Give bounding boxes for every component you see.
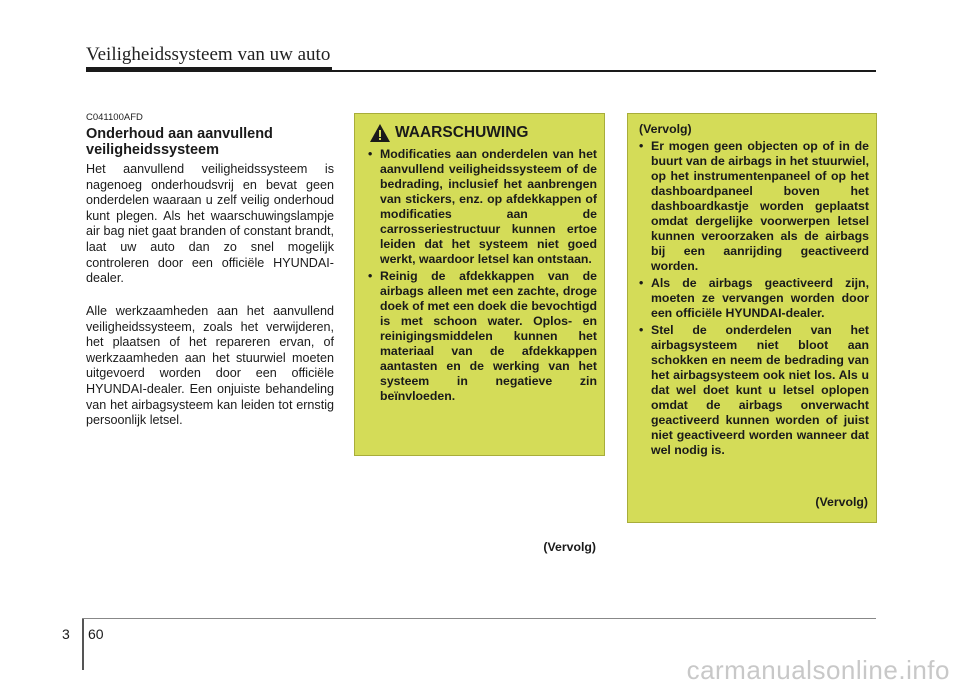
continuation-label: (Vervolg)	[639, 122, 692, 136]
header-rule-thick	[86, 67, 332, 72]
watermark: carmanualsonline.info	[686, 655, 950, 685]
header-rule-thin	[332, 70, 876, 72]
warning-continued: (Vervolg)	[543, 540, 596, 554]
page-chapter: 3	[62, 626, 70, 642]
page-number: 60	[88, 626, 104, 642]
footer-horizontal-rule	[82, 618, 876, 619]
continuation-box	[627, 113, 877, 523]
continuation-item: • Stel de onderdelen van het airbagsysteem niet bloot aan schokken en neem de bedrading van het airbagsysteem ook niet los. Als u dat wel doet kunt u letsel oplopen omdat de airbags onverwacht geactiveerd kunnen worden of juist niet geactiveerd worden wanneer dat wel nodig is.	[639, 323, 869, 458]
section-heading: Onderhoud aan aanvullend veiligheidssysteem	[86, 126, 273, 158]
continuation-list	[639, 139, 869, 460]
continuation-continued: (Vervolg)	[815, 495, 868, 509]
paragraph-1: Het aanvullend veiligheidssysteem is nagenoeg onderhoudsvrij en bevat geen onderdelen waaraan u zelf veilig onderhoud kunt plegen. Als het waarschuwingslampje air bag niet gaat branden of constant brandt, laat uw auto dan zo snel mogelijk controleren door een officiële HYUNDAI-dealer.	[86, 162, 334, 286]
warning-triangle-icon	[369, 123, 391, 143]
section-code: C041100AFD	[86, 112, 143, 123]
warning-title: WAARSCHUWING	[395, 124, 529, 141]
warning-item: • Reinig de afdekkappen van de airbags alleen met een zachte, droge doek of met een doek die bevochtigd is met schoon water. Oplos- en reinigingsmiddelen kunnen het materiaal van de afdekkappen aantasten en de werking van het systeem in negatieve zin beïnvloeden.	[368, 269, 597, 404]
warning-box	[354, 113, 605, 554]
continuation-item: • Er mogen geen objecten op of in de buurt van de airbags in het stuurwiel, op het instrumentenpaneel of op het dashboardpaneel boven het dashboardkastje worden geplaatst omdat dergelijke voorwerpen letsel kunnen veroorzaken als de airbags bij een aanrijding geactiveerd worden.	[639, 139, 869, 274]
warning-list	[368, 147, 597, 406]
continuation-item: • Als de airbags geactiveerd zijn, moeten ze vervangen worden door een officiële HYUNDAI-dealer.	[639, 276, 869, 321]
warning-item: • Modificaties aan onderdelen van het aanvullend veiligheidssysteem of de bedrading, inclusief het aanbrengen van stickers, enz. op afdekkappen of modificaties aan de carrosseriestructuur kunnen ertoe leiden dat het systeem niet goed werkt, waardoor letsel kan ontstaan.	[368, 147, 597, 267]
footer-vertical-rule	[82, 618, 84, 670]
paragraph-2: Alle werkzaamheden aan het aanvullend veiligheidssysteem, zoals het verwijderen, het plaatsen of het repareren ervan, of werkzaamheden aan het stuurwiel moeten uitgevoerd worden door een officiële HYUNDAI-dealer. Een onjuiste behandeling van het airbagsysteem kan leiden tot ernstig persoonlijk letsel.	[86, 304, 334, 428]
header-title: Veiligheidssysteem van uw auto	[86, 44, 331, 65]
warning-header	[369, 123, 528, 143]
